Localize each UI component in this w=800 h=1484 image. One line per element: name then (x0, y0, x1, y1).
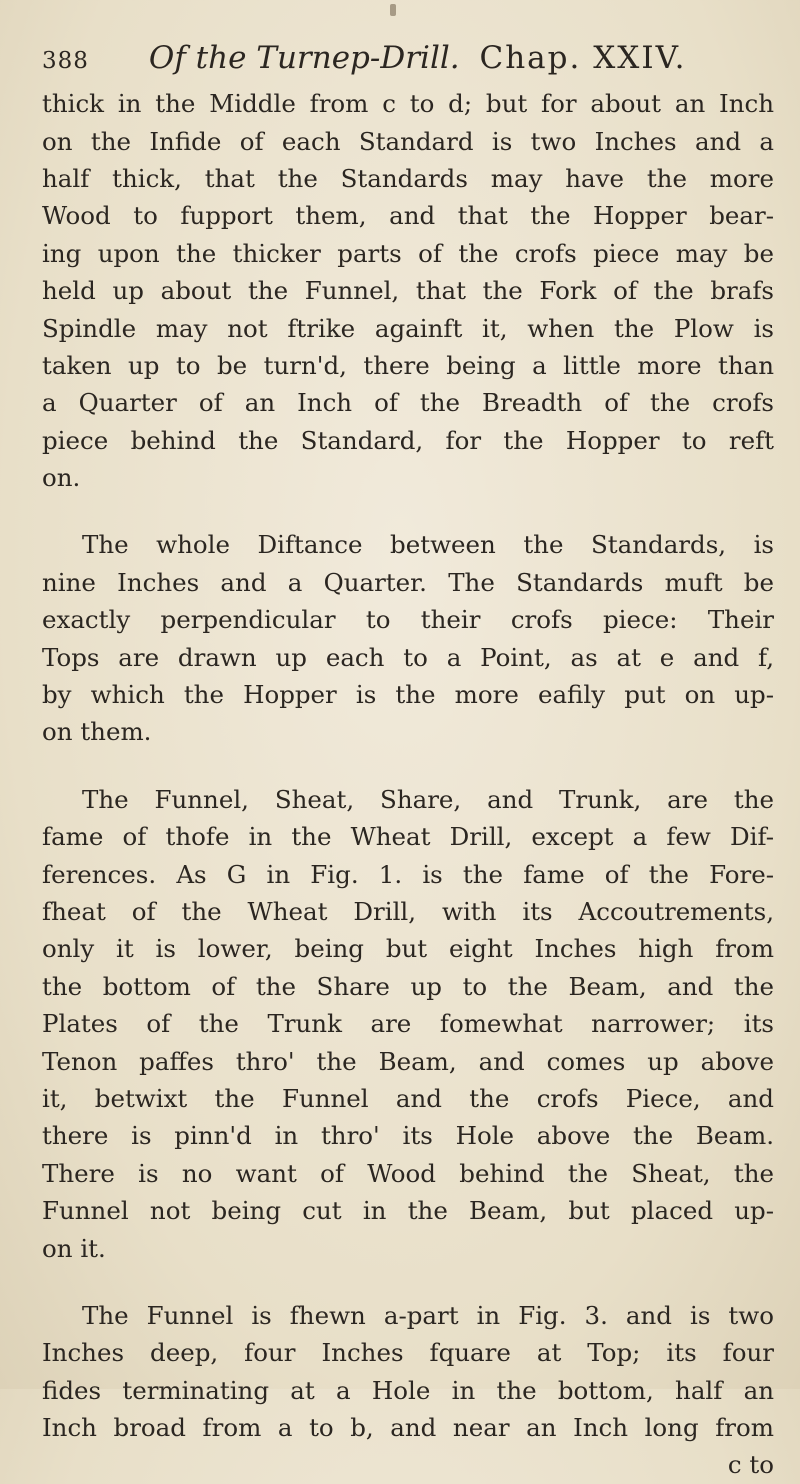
running-title (149, 40, 774, 77)
chapter-label: Chap. XXIV. (479, 40, 687, 76)
text-line: held up about the Funnel, that the Fork of the brafs (42, 276, 774, 306)
text-line: on them. (42, 717, 152, 747)
text-line: a Quarter of an Inch of the Breadth of the crofs (42, 388, 774, 418)
text-line: piece behind the Standard, for the Hopper to reft (42, 425, 774, 455)
text-line: The Funnel is fhewn a-part in Fig. 3. and is two (82, 1300, 774, 1330)
text-line: Wood to fupport them, and that the Hopper bear- (42, 201, 774, 231)
text-line: on it. (42, 1233, 106, 1263)
text-line: The Funnel, Sheat, Share, and Trunk, are the (82, 784, 774, 814)
text-line: exactly perpendicular to their crofs piece: Their (42, 605, 774, 635)
text-line: nine Inches and a Quarter. The Standards muft be (42, 567, 774, 597)
text-line: Inches deep, four Inches fquare at Top; its four (42, 1338, 774, 1368)
text-line: half thick, that the Standards may have the more (42, 163, 774, 193)
paragraph-3 (42, 781, 774, 1267)
text-line: the bottom of the Share up to the Beam, and the (42, 971, 774, 1001)
text-line: it, betwixt the Funnel and the crofs Piece, and (42, 1083, 774, 1113)
text-line: fheat of the Wheat Drill, with its Accoutrements, (42, 897, 774, 926)
book-title: Of the Turnep-Drill. (148, 40, 460, 76)
text-line: on the Infide of each Standard is two Inches and a (42, 126, 774, 156)
paragraph-2 (42, 526, 774, 750)
text-line: There is no want of Wood behind the Sheat, the (42, 1158, 774, 1188)
text-line: only it is lower, being but eight Inches high from (42, 934, 774, 964)
catchword: c to (727, 1450, 774, 1480)
text-line: Tops are drawn up each to a Point, as at e and f, (42, 642, 774, 672)
text-line: on. (42, 463, 81, 493)
text-line: ing upon the thicker parts of the crofs piece may be (42, 238, 774, 268)
text-line: Inch broad from a to b, and near an Inch long from (42, 1413, 774, 1443)
text-line: taken up to be turn'd, there being a little more than (42, 350, 774, 380)
paragraph-4 (42, 1297, 774, 1484)
text-line: Tenon paffes thro' the Beam, and comes up above (42, 1046, 774, 1076)
page-number: 388 (42, 48, 89, 74)
ink-blot-mark (390, 4, 396, 16)
text-line: The whole Diftance between the Standards, is (82, 530, 774, 560)
text-line: thick in the Middle from c to d; but for about an Inch (42, 89, 774, 119)
text-line: by which the Hopper is the more eafily put on up- (42, 680, 774, 710)
running-head (42, 40, 774, 77)
text-line: fides terminating at a Hole in the bottom, half an (42, 1375, 774, 1405)
text-line: Spindle may not ftrike againft it, when the Plow is (42, 313, 774, 343)
text-line: ferences. As G in Fig. 1. is the fame of the Fore- (42, 859, 774, 889)
text-line: Plates of the Trunk are fomewhat narrower; its (42, 1009, 774, 1039)
text-line: there is pinn'd in thro' its Hole above the Beam. (42, 1121, 774, 1151)
text-line: fame of thofe in the Wheat Drill, except a few Dif- (42, 822, 774, 852)
paragraph-1 (42, 85, 774, 496)
text-line: Funnel not being cut in the Beam, but placed up- (42, 1196, 774, 1226)
